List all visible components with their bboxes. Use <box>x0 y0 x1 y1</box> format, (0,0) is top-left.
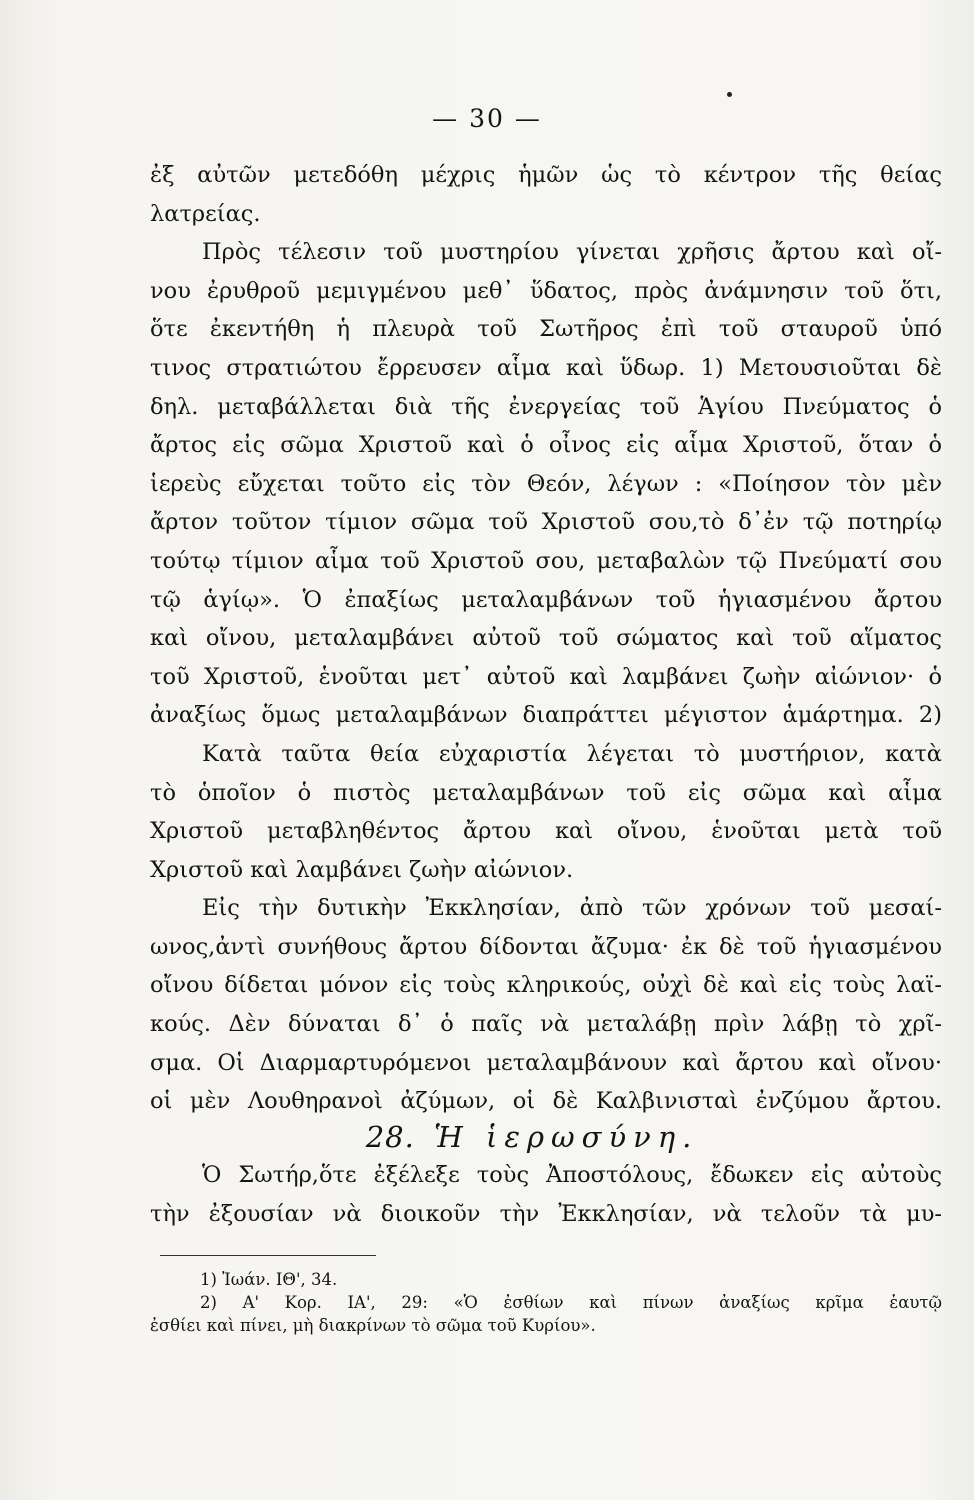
text-line: Ὁ Σωτήρ,ὅτε ἐξέλεξε τοὺς Ἀποστόλους, ἔδωκεν εἰς αὐτοὺς <box>202 1162 942 1188</box>
text-line: οἱ μὲν Λουθηρανοὶ ἀζύμων, οἱ δὲ Καλβινισταὶ ἐνζύμου ἄρτου. <box>150 1088 942 1115</box>
text-line: δηλ. μεταβάλλεται διὰ τῆς ἐνεργείας τοῦ Ἁγίου Πνεύματος ὁ <box>150 393 942 420</box>
text-line: Χριστοῦ μεταβληθέντος ἄρτου καὶ οἴνου, ἑνοῦται μετὰ τοῦ <box>150 818 942 845</box>
text-line: τὸ ὁποῖον ὁ πιστὸς μεταλαμβάνων τοῦ εἰς σῶμα καὶ αἷμα <box>150 779 942 806</box>
section-heading <box>0 1120 974 1154</box>
text-line: Χριστοῦ καὶ λαμβάνει ζωὴν αἰώνιον. <box>150 856 574 883</box>
footnote-line: 2) Α' Κορ. ΙΑ', 29: «Ὁ ἐσθίων καὶ πίνων ἀναξίως κρῖμα ἑαυτῷ <box>200 1293 942 1312</box>
text-line: Πρὸς τέλεσιν τοῦ μυστηρίου γίνεται χρῆσις ἄρτου καὶ οἴ- <box>202 239 942 266</box>
text-line: Εἰς τὴν δυτικὴν Ἐκκλησίαν, ἀπὸ τῶν χρόνων τοῦ μεσαί- <box>202 895 942 922</box>
footnotes <box>150 1268 942 1337</box>
text-line: ἄρτον τοῦτον τίμιον σῶμα τοῦ Χριστοῦ σου,τὸ δ᾽ἐν τῷ ποτηρίῳ <box>150 509 942 536</box>
main-text <box>150 156 942 1121</box>
text-line: ὅτε ἐκεντήθη ἡ πλευρὰ τοῦ Σωτῆρος ἐπὶ τοῦ σταυροῦ ὑπό <box>150 316 942 343</box>
text-line: ἐξ αὐτῶν μετεδόθη μέχρις ἡμῶν ὡς τὸ κέντρον τῆς θείας <box>150 162 942 188</box>
text-line: ἱερεὺς εὔχεται τοῦτο εἰς τὸν Θεόν, λέγων : «Ποίησον τὸν μὲν <box>150 470 942 497</box>
text-line: κούς. Δὲν δύναται δ᾽ ὁ παῖς νὰ μεταλάβῃ πρὶν λάβῃ τὸ χρῖ- <box>150 1011 942 1038</box>
text-line: ωνος,ἀντὶ συνήθους ἄρτου δίδονται ἄζυμα· ἐκ δὲ τοῦ ἡγιασμένου <box>150 933 942 960</box>
speck <box>727 92 732 97</box>
section-number: 28. <box>365 1120 415 1154</box>
text-line: τούτῳ τίμιον αἷμα τοῦ Χριστοῦ σου, μεταβαλὼν τῷ Πνεύματί σου <box>150 547 942 574</box>
text-line: τὴν ἐξουσίαν νὰ διοικοῦν τὴν Ἐκκλησίαν, νὰ τελοῦν τὰ μυ- <box>150 1200 942 1227</box>
page-number: — 30 — <box>432 104 542 133</box>
text-line: νου ἐρυθροῦ μεμιγμένου μεθ᾽ ὕδατος, πρὸς ἀνάμνησιν τοῦ ὅτι, <box>150 277 942 304</box>
text-line: ἄρτος εἰς σῶμα Χριστοῦ καὶ ὁ οἶνος εἰς αἷμα Χριστοῦ, ὅταν ὁ <box>150 432 942 459</box>
footnote-line: ἐσθίει καὶ πίνει, μὴ διακρίνων τὸ σῶμα τοῦ Κυρίου». <box>150 1316 596 1335</box>
footnote-rule <box>160 1255 376 1256</box>
text-line: Κατὰ ταῦτα θεία εὐχαριστία λέγεται τὸ μυστήριον, κατὰ <box>202 740 942 767</box>
text-line: τινος στρατιώτου ἔρρευσεν αἷμα καὶ ὕδωρ. 1) Μετουσιοῦται δὲ <box>150 354 942 381</box>
section-text <box>150 1156 942 1233</box>
text-line: ἀναξίως ὅμως μεταλαμβάνων διαπράττει μέγιστον ἁμάρτημα. 2) <box>150 702 942 729</box>
text-line: σμα. Οἱ Διαρμαρτυρόμενοι μεταλαμβάνουν καὶ ἄρτου καὶ οἴνου· <box>150 1049 942 1076</box>
text-line: τῷ ἁγίῳ». Ὁ ἐπαξίως μεταλαμβάνων τοῦ ἡγιασμένου ἄρτου <box>150 586 942 613</box>
text-line: οἴνου δίδεται μόνον εἰς τοὺς κληρικούς, οὐχὶ δὲ καὶ εἰς τοὺς λαϊ- <box>150 972 942 999</box>
text-line: τοῦ Χριστοῦ, ἑνοῦται μετ᾽ αὐτοῦ καὶ λαμβάνει ζωὴν αἰώνιον· ὁ <box>150 663 942 690</box>
footnote-line: 1) Ἰωάν. ΙΘ', 34. <box>200 1270 338 1289</box>
section-title: Ἡ ἱερωσύνη. <box>434 1120 699 1154</box>
text-line: λατρείας. <box>150 200 261 227</box>
text-line: καὶ οἴνου, μεταλαμβάνει αὐτοῦ τοῦ σώματος καὶ τοῦ αἵματος <box>150 625 942 652</box>
